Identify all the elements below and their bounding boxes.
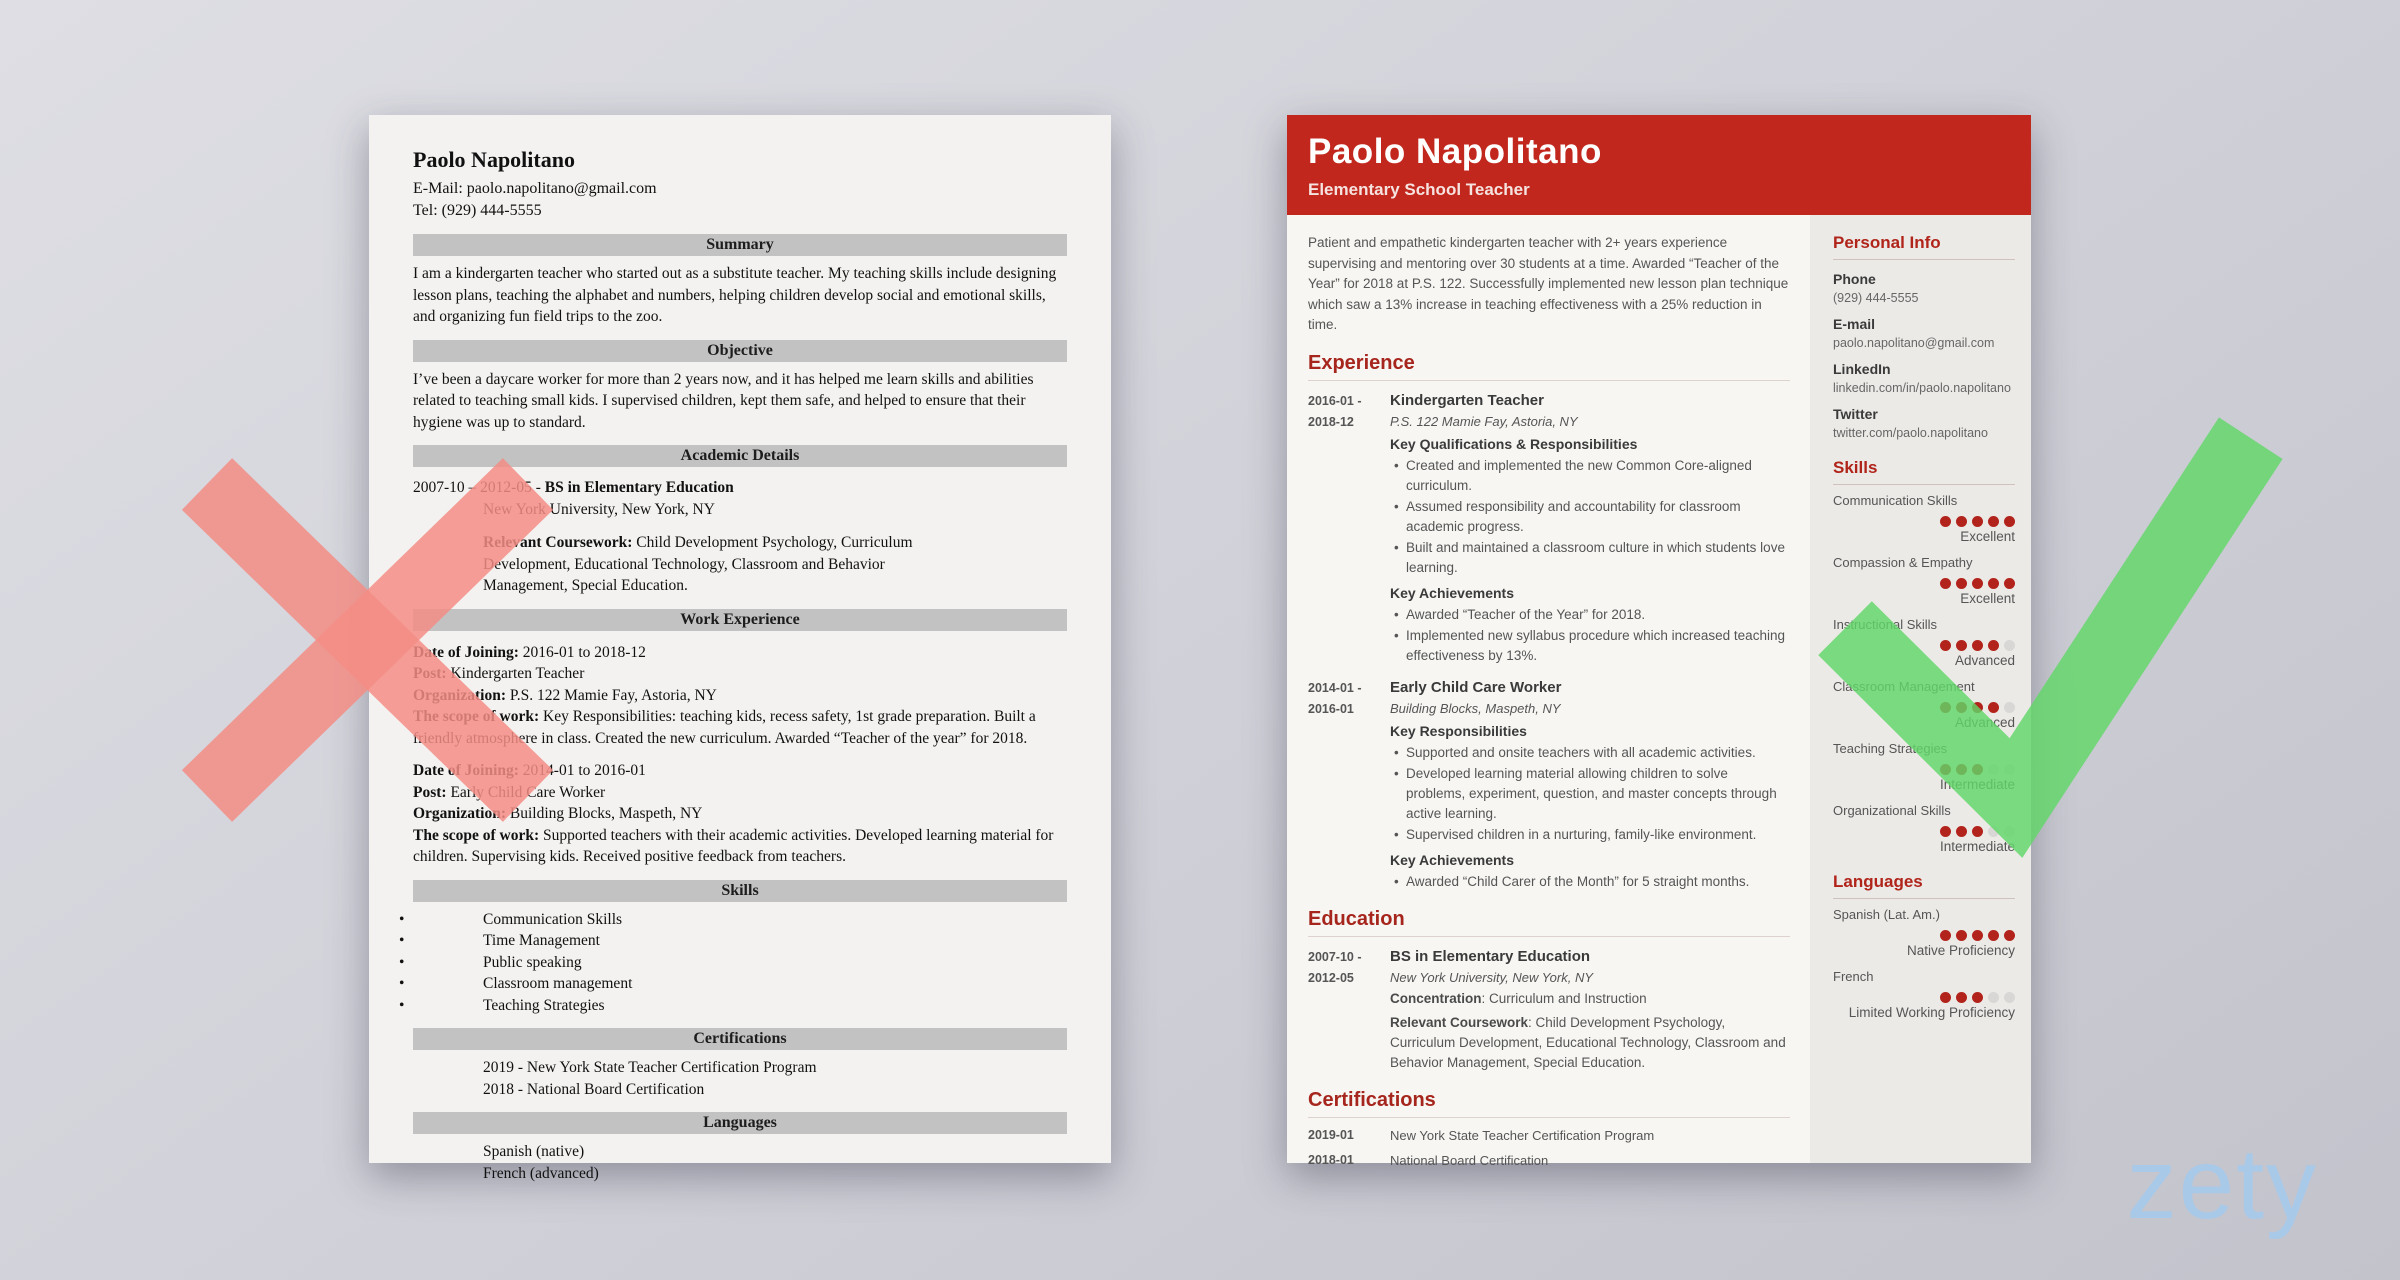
job-title: Kindergarten Teacher <box>1390 391 1544 409</box>
job-company: P.S. 122 Mamie Fay, Astoria, NY <box>1390 413 1578 429</box>
skill-rating-dots <box>1833 576 2015 587</box>
job-bullets: • Supported and onsite teachers with all academic activities. • Developed learning material allowing children to solve problems, experiment, question, and master concepts through active learning. • Supervised children in a nurturing, family-like environment. <box>1390 743 1790 845</box>
academic-school: New York University, New York, NY <box>483 500 715 518</box>
heading-skills: Skills <box>1833 458 2015 485</box>
sidebar-language: French Limited Working Proficiency <box>1833 969 2015 1020</box>
personal-info-field: E-mail paolo.napolitano@gmail.com <box>1833 316 1995 350</box>
personal-info-field: LinkedIn linkedin.com/in/paolo.napolitano <box>1833 361 2011 395</box>
academic-degree-line: 2007-10 – 2012-05 - BS in Elementary Education <box>413 479 734 496</box>
sidebar-skill: Organizational Skills Intermediate <box>1833 803 2015 854</box>
experience-dates: 2014-01 - 2016-01 <box>1308 680 1362 716</box>
certification-entry: 2018-01 National Board Certification <box>1308 1152 1549 1168</box>
experience-entry <box>1308 391 1790 666</box>
coursework-line: Relevant Coursework: Child Development Psychology, Curriculum Development, Educational Technology, Classroom and Behavior Management, Special Education. <box>1390 1014 1786 1070</box>
list-item: • Classroom management <box>413 973 1067 995</box>
job-bullets: • Created and implemented the new Common Core-aligned curriculum. • Assumed responsibility and accountability for classroom academic progress. • Built and maintained a classroom culture in which students love learning. <box>1390 456 1790 578</box>
skill-rating-dots <box>1833 824 2015 835</box>
sidebar-skill: Instructional Skills Advanced <box>1833 617 2015 668</box>
bad-skills-list <box>413 909 1067 1017</box>
good-summary-text: Patient and empathetic kindergarten teacher with 2+ years experience supervising and mentoring over 30 students at a time. Awarded “Teacher of the Year” for 2018 at P.S. 122. Successfully implemented new lesson plan technique which saw a 13% increase in teaching effectiveness with a 25% reduction in time. <box>1308 235 1789 332</box>
good-resume-header <box>1287 115 2031 215</box>
heading-personal-info: Personal Info <box>1833 233 2015 260</box>
heading-languages: Languages <box>1833 872 2015 899</box>
academic-coursework: Relevant Coursework: Child Development Psychology, Curriculum Development, Educational Technology, Classroom and Behavior Management, Special Education. <box>483 534 913 594</box>
experience-entry <box>1308 678 1790 892</box>
bad-resume-phone: Tel: (929) 444-5555 <box>413 202 542 219</box>
good-resume-main-column <box>1287 215 1810 1168</box>
sidebar-skill: Classroom Management Advanced <box>1833 679 2015 730</box>
skill-rating-dots <box>1833 700 2015 711</box>
school-name: New York University, New York, NY <box>1390 969 1594 985</box>
section-header-skills: Skills <box>413 880 1067 902</box>
bad-job-entry: Date of Joining: 2016-01 to 2018-12 Post: Kindergarten Teacher Organization: P.S. 122 Mamie Fay, Astoria, NY The scope of work: Key Responsibilities: teaching kids, recess safety, 1st grade preparation. Built a friendly atmosphere in class. Created the new curriculum. Awarded “Teacher of the year” for 2018. <box>413 643 1036 747</box>
list-item: • Teaching Strategies <box>413 995 1067 1017</box>
sidebar-skill: Teaching Strategies Intermediate <box>1833 741 2015 792</box>
objective-text: I’ve been a daycare worker for more than 2 years now, and it has helped me learn skills and abilities related to teaching small kids. I supervised children, kept them safe, and helped to ensure that their hygiene was up to standard. <box>413 370 1034 431</box>
list-item: • Public speaking <box>413 952 1067 974</box>
bad-resume-document <box>369 115 1111 1182</box>
job-company: Building Blocks, Maspeth, NY <box>1390 700 1561 716</box>
education-dates: 2007-10 - 2012-05 <box>1308 949 1362 985</box>
skill-rating-dots <box>1833 762 2015 773</box>
job-bullets: • Awarded “Teacher of the Year” for 2018. • Implemented new syllabus procedure which increased teaching effectiveness by 13%. <box>1390 605 1790 666</box>
good-resume-job-title: Elementary School Teacher <box>1308 180 1530 199</box>
section-header-summary: Summary <box>413 234 1067 256</box>
section-header-work: Work Experience <box>413 609 1067 631</box>
bad-job-entry: Date of Joining: 2014-01 to 2016-01 Post: Early Child Care Worker Organization: Building Blocks, Maspeth, NY The scope of work: Supported teachers with their academic activities. Developed learning material for children. Supervising kids. Received positive feedback from teachers. <box>413 762 1054 865</box>
degree-title: BS in Elementary Education <box>1390 947 1591 965</box>
bad-resume-name: Paolo Napolitano <box>413 147 575 172</box>
good-resume-sidebar <box>1810 215 2031 1163</box>
heading-education: Education <box>1308 908 1790 937</box>
section-header-certifications: Certifications <box>413 1028 1067 1050</box>
list-item: • Communication Skills <box>413 909 1067 931</box>
good-resume-document <box>1287 115 2031 1168</box>
zety-logo: zety <box>2126 1128 2318 1240</box>
good-resume-name: Paolo Napolitano <box>1308 132 1602 171</box>
language-item: Spanish (native) <box>483 1143 585 1160</box>
heading-experience: Experience <box>1308 352 1790 381</box>
sidebar-skill: Communication Skills Excellent <box>1833 493 2015 544</box>
certification-item: 2019 - New York State Teacher Certification Program <box>483 1059 817 1076</box>
personal-info-field: Phone (929) 444-5555 <box>1833 271 1919 305</box>
section-header-academic: Academic Details <box>413 445 1067 467</box>
education-entry <box>1308 947 1790 1073</box>
list-item: • Time Management <box>413 930 1067 952</box>
experience-dates: 2016-01 - 2018-12 <box>1308 393 1362 429</box>
job-title: Early Child Care Worker <box>1390 678 1562 696</box>
bad-resume-email: E-Mail: paolo.napolitano@gmail.com <box>413 180 657 197</box>
job-subheading: Key Achievements <box>1390 584 1514 601</box>
job-subheading: Key Achievements <box>1390 851 1514 868</box>
section-header-objective: Objective <box>413 340 1067 362</box>
job-subheading: Key Responsibilities <box>1390 722 1527 739</box>
job-bullets: • Awarded “Child Carer of the Month” for 5 straight months. <box>1390 872 1790 892</box>
certification-item: 2018 - National Board Certification <box>483 1080 705 1098</box>
job-subheading: Key Qualifications & Responsibilities <box>1390 435 1638 452</box>
skill-rating-dots <box>1833 638 2015 649</box>
skill-rating-dots <box>1833 514 2015 525</box>
certification-entry: 2019-01 New York State Teacher Certification Program <box>1308 1127 1655 1143</box>
language-rating-dots <box>1833 990 2015 1001</box>
summary-text: I am a kindergarten teacher who started out as a substitute teacher. My teaching skills include designing lesson plans, teaching the alphabet and numbers, helping children develop social and emotional skills, and organizing fun field trips to the zoo. <box>413 265 1057 325</box>
personal-info-field: Twitter twitter.com/paolo.napolitano <box>1833 406 1988 440</box>
language-item: French (advanced) <box>483 1164 599 1182</box>
heading-certifications: Certifications <box>1308 1089 1790 1118</box>
language-rating-dots <box>1833 928 2015 939</box>
sidebar-skill: Compassion & Empathy Excellent <box>1833 555 2015 606</box>
sidebar-language: Spanish (Lat. Am.) Native Proficiency <box>1833 907 2015 958</box>
section-header-languages: Languages <box>413 1112 1067 1134</box>
concentration-line: Concentration: Curriculum and Instruction <box>1390 990 1647 1006</box>
